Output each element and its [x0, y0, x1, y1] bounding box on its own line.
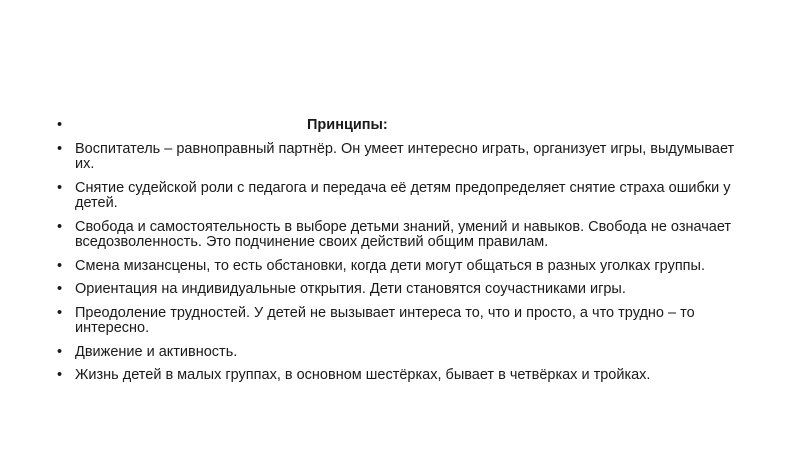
bullet: •: [57, 343, 63, 360]
principles-list: [56, 118, 746, 384]
list-item-heading: [56, 118, 746, 134]
bullet: •: [57, 304, 63, 321]
list-item: [56, 142, 746, 173]
bullet: •: [57, 257, 63, 274]
bullet: •: [57, 281, 63, 297]
bullet: •: [57, 140, 63, 157]
list-item-text: Снятие судейской роли с педагога и передача её детям предопределяет снятие страха ошибки у детей.: [75, 179, 731, 211]
list-item: [56, 368, 746, 384]
list-item: [56, 220, 746, 251]
list-item-text: Смена мизансцены, то есть обстановки, когда дети могут общаться в разных уголках группы.: [75, 257, 705, 274]
slide-content: [56, 118, 746, 392]
list-item: [56, 282, 746, 298]
list-item: [56, 306, 746, 337]
principles-heading: Принципы:: [307, 117, 388, 133]
list-item-text: Воспитатель – равноправный партнёр. Он умеет интересно играть, организует игры, выдумывает их.: [75, 140, 735, 172]
list-item-text: Свобода и самостоятельность в выборе детьми знаний, умений и навыков. Свобода не означает вседозволенность. Это подчинение своих действий общим правилам.: [75, 218, 732, 250]
list-item: [56, 259, 746, 275]
bullet: •: [57, 218, 63, 235]
list-item: [56, 345, 746, 361]
bullet: •: [57, 367, 63, 383]
list-item-text: Движение и активность.: [75, 343, 238, 360]
list-item-text: Ориентация на индивидуальные открытия. Дети становятся соучастниками игры.: [75, 281, 626, 297]
bullet: •: [57, 179, 63, 196]
list-item-text: Преодоление трудностей. У детей не вызывает интереса то, что и просто, а что трудно – то интересно.: [75, 304, 695, 336]
list-item-text: Жизнь детей в малых группах, в основном шестёрках, бывает в четвёрках и тройках.: [75, 367, 651, 383]
bullet: •: [57, 117, 63, 133]
list-item: [56, 181, 746, 212]
